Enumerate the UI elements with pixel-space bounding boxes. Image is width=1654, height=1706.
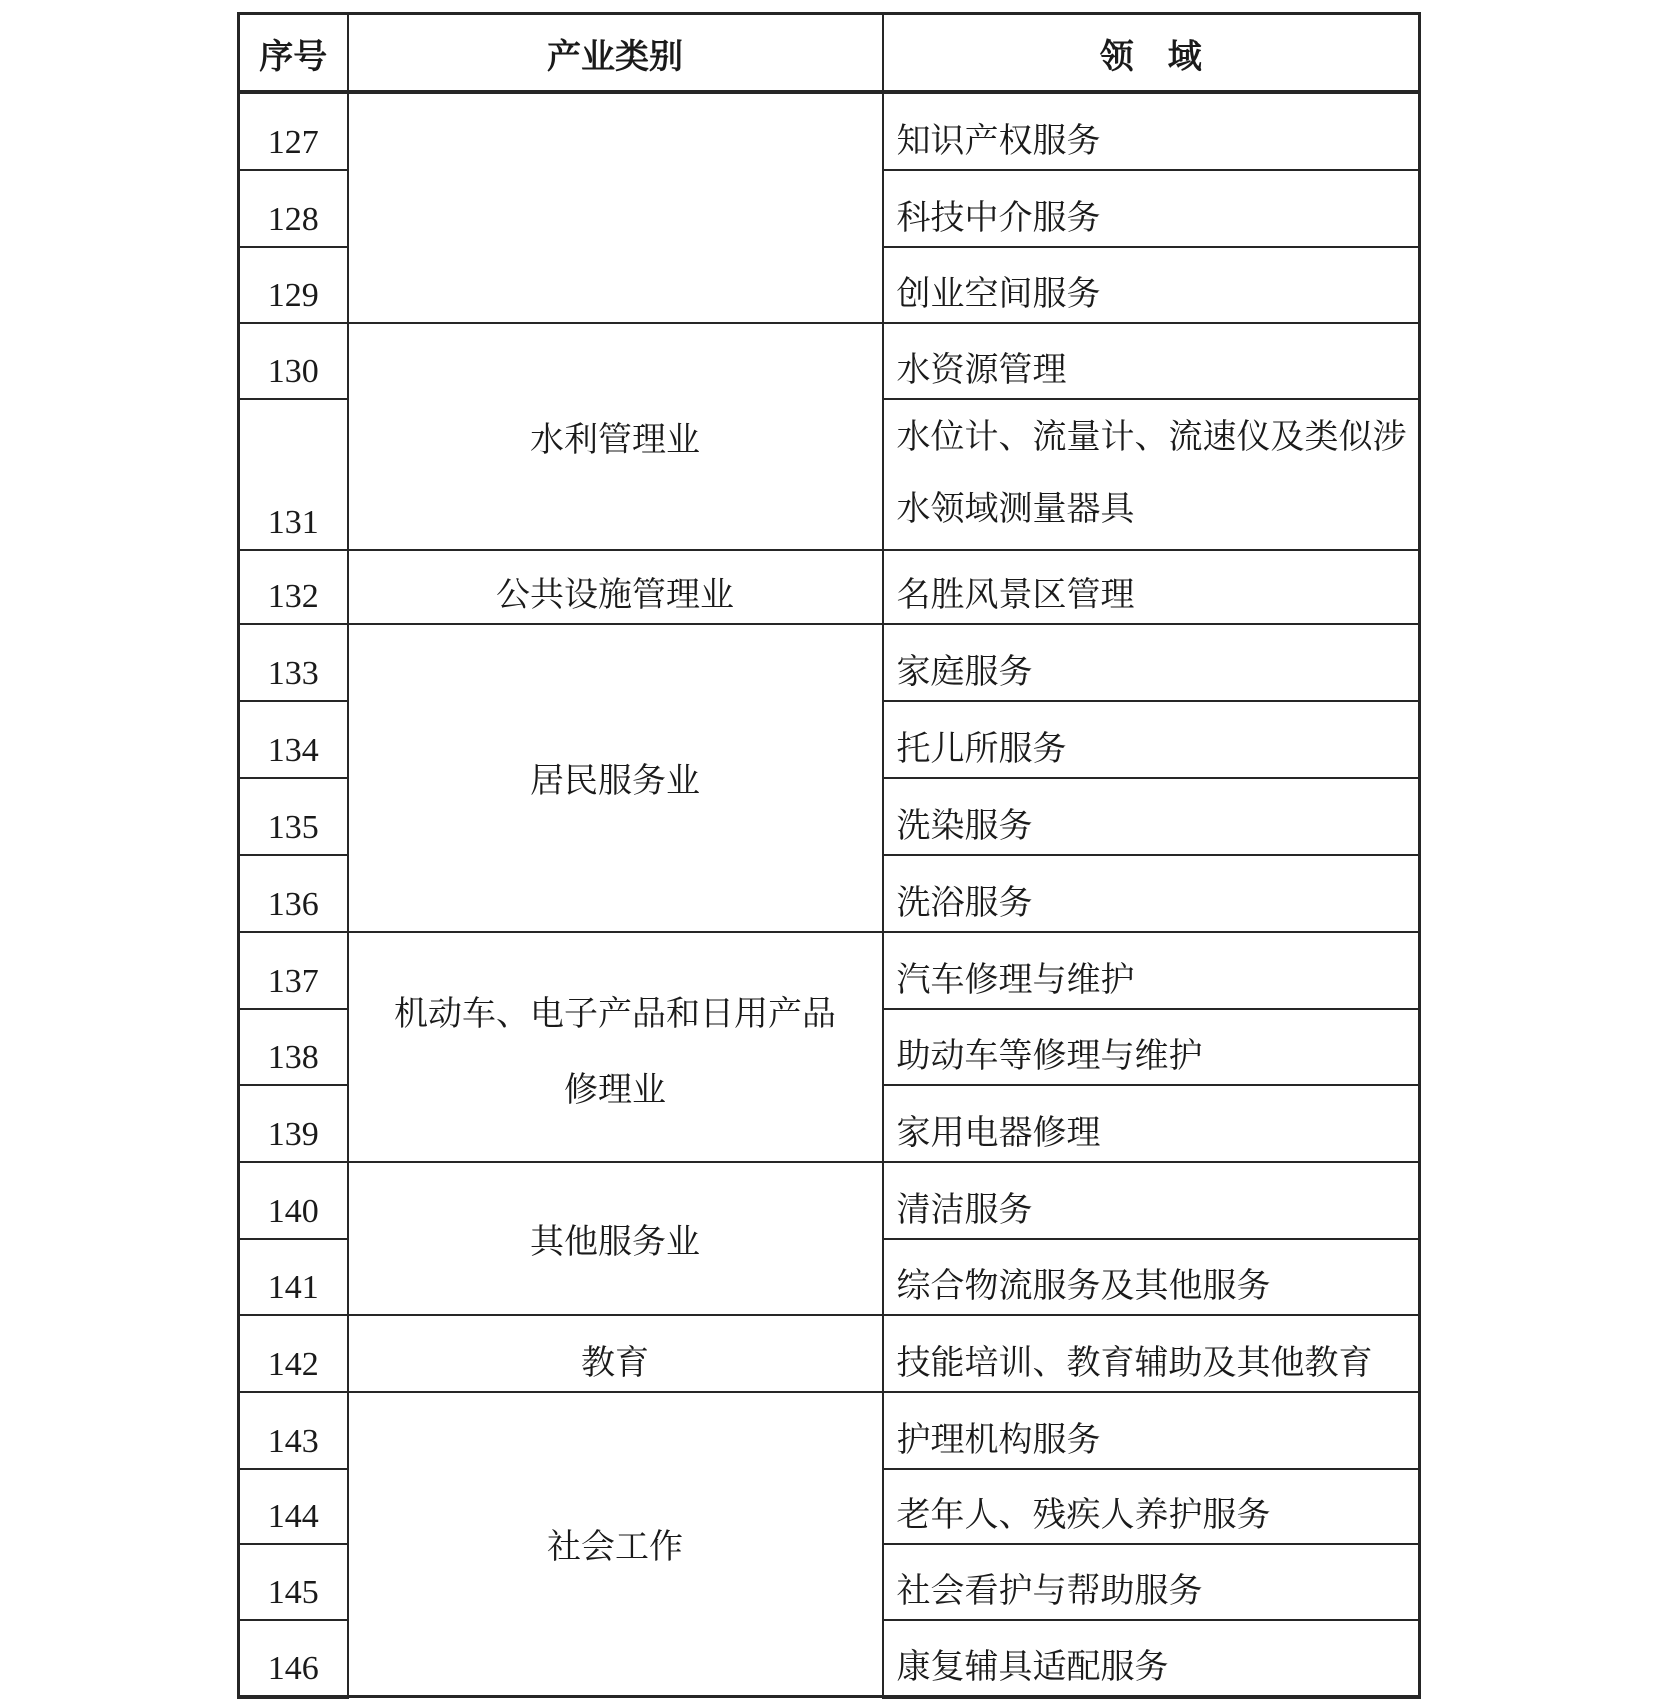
category-label: 社会工作: [547, 1529, 683, 1567]
table-row: [239, 323, 1420, 399]
row-number-cell: 132: [239, 550, 348, 624]
field-cell: 护理机构服务: [883, 1392, 1420, 1469]
field-cell: 名胜风景区管理: [883, 550, 1420, 624]
table-row: [239, 92, 1420, 170]
category-label: 其他服务业: [530, 1223, 700, 1261]
table-row: [239, 1162, 1420, 1239]
row-number-cell: 146: [239, 1620, 348, 1697]
field-cell: 康复辅具适配服务: [883, 1620, 1420, 1697]
field-cell: 老年人、残疾人养护服务: [883, 1469, 1420, 1544]
field-cell: 综合物流服务及其他服务: [883, 1239, 1420, 1315]
field-cell: 科技中介服务: [883, 170, 1420, 247]
field-cell: 洗浴服务: [883, 855, 1420, 932]
table-row: [239, 1315, 1420, 1392]
category-cell: [348, 1162, 883, 1315]
category-label: 公共设施管理业: [496, 576, 734, 614]
field-cell: 洗染服务: [883, 778, 1420, 855]
category-cell: [348, 550, 883, 624]
category-cell: [348, 624, 883, 932]
category-cell: [348, 1315, 883, 1392]
row-number-cell: 144: [239, 1469, 348, 1544]
column-header-field: 领 域: [883, 14, 1420, 92]
category-cell: [348, 1392, 883, 1697]
field-cell: 助动车等修理与维护: [883, 1009, 1420, 1085]
industry-table: [237, 12, 1421, 1699]
field-cell: 托儿所服务: [883, 701, 1420, 778]
table-row: [239, 624, 1420, 701]
field-cell: 创业空间服务: [883, 247, 1420, 323]
field-cell: 知识产权服务: [883, 92, 1420, 170]
row-number-cell: 127: [239, 92, 348, 170]
field-cell: 水资源管理: [883, 323, 1420, 399]
row-number-cell: 135: [239, 778, 348, 855]
table-row: [239, 932, 1420, 1009]
category-label: 居民服务业: [530, 763, 700, 800]
row-number-cell: 141: [239, 1239, 348, 1315]
header-row: [239, 14, 1420, 92]
category-cell: [348, 323, 883, 550]
field-cell: 社会看护与帮助服务: [883, 1544, 1420, 1620]
row-number-cell: 142: [239, 1315, 348, 1392]
row-number-cell: 137: [239, 932, 348, 1009]
row-number-cell: 139: [239, 1085, 348, 1162]
row-number-cell: 130: [239, 323, 348, 399]
row-number-cell: 128: [239, 170, 348, 247]
row-number-cell: 133: [239, 624, 348, 701]
category-cell: [348, 932, 883, 1162]
field-cell: 汽车修理与维护: [883, 932, 1420, 1009]
row-number-cell: 136: [239, 855, 348, 932]
row-number-cell: 138: [239, 1009, 348, 1085]
category-cell: [348, 92, 883, 323]
field-cell: 清洁服务: [883, 1162, 1420, 1239]
category-label: 水利管理业: [530, 421, 700, 459]
category-label: 教育: [581, 1344, 649, 1382]
row-number-cell: 140: [239, 1162, 348, 1239]
field-cell: 水位计、流量计、流速仪及类似涉水领域测量器具: [883, 399, 1420, 550]
row-number-cell: 145: [239, 1544, 348, 1620]
field-cell: 技能培训、教育辅助及其他教育: [883, 1315, 1420, 1392]
field-cell: 家庭服务: [883, 624, 1420, 701]
column-header-category: 产业类别: [348, 14, 883, 92]
row-number-cell: 143: [239, 1392, 348, 1469]
column-header-serial: 序号: [239, 14, 348, 92]
category-label: 机动车、电子产品和日用产品修理业: [394, 995, 836, 1109]
field-cell: 家用电器修理: [883, 1085, 1420, 1162]
table-row: [239, 1392, 1420, 1469]
table-row: [239, 550, 1420, 624]
row-number-cell: 131: [239, 399, 348, 550]
row-number-cell: 129: [239, 247, 348, 323]
row-number-cell: 134: [239, 701, 348, 778]
